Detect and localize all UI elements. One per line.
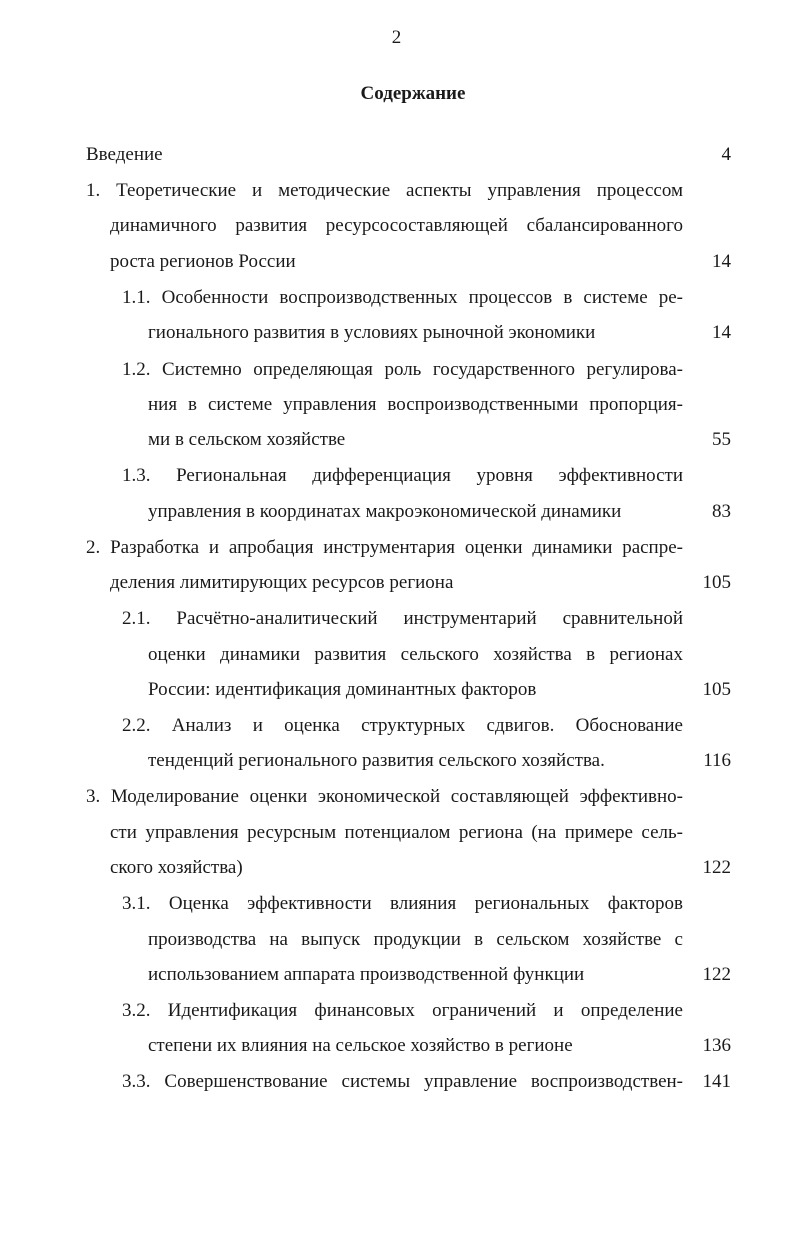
toc-s2-1-page: 105 [702, 679, 731, 700]
toc-intro-page: 4 [721, 144, 731, 165]
toc-s2-1-line3: России: идентификация доминантных факторов [148, 679, 537, 700]
page-title: Содержание [360, 83, 466, 104]
page-number: 2 [391, 27, 402, 48]
toc-ch2-page: 105 [702, 572, 731, 593]
toc-s1-2-page: 55 [712, 429, 731, 450]
toc-s3-3-line1: 3.3. Совершенствование системы управление воспроизводствен- [122, 1071, 683, 1092]
toc-s2-2-line1: 2.2. Анализ и оценка структурных сдвигов. Обоснование [122, 715, 683, 736]
toc-s2-2-page: 116 [703, 750, 731, 771]
toc-ch1-page: 14 [712, 251, 731, 272]
toc-ch3-line1: 3. Моделирование оценки экономической составляющей эффективно- [86, 786, 683, 807]
toc-s1-2-line3: ми в сельском хозяйстве [148, 429, 346, 450]
toc-s1-1-page: 14 [712, 322, 731, 343]
toc-s3-2-line1: 3.2. Идентификация финансовых ограничений и определение [122, 1000, 683, 1021]
toc-ch1-line1: 1. Теоретические и методические аспекты управления процессом [86, 180, 683, 201]
toc-s1-2-line2: ния в системе управления воспроизводственными пропорция- [148, 394, 683, 415]
toc-s3-1-line2: производства на выпуск продукции в сельском хозяйстве с [148, 929, 683, 950]
toc-s1-1-line2: гионального развития в условиях рыночной экономики [148, 322, 596, 343]
toc-s3-1-page: 122 [702, 964, 731, 985]
toc-ch3-page: 122 [702, 857, 731, 878]
toc-ch3-line3: ского хозяйства) [110, 857, 243, 878]
toc-ch2-line2: деления лимитирующих ресурсов региона [110, 572, 454, 593]
toc-s2-1-line1: 2.1. Расчётно-аналитический инструментарий сравнительной [122, 608, 683, 629]
toc-s1-2-line1: 1.2. Системно определяющая роль государственного регулирова- [122, 359, 683, 380]
toc-s2-2-line2: тенденций регионального развития сельского хозяйства. [148, 750, 605, 771]
toc-s1-1-line1: 1.1. Особенности воспроизводственных процессов в системе ре- [122, 287, 683, 308]
toc-s3-2-page: 136 [702, 1035, 731, 1056]
toc-s3-2-line2: степени их влияния на сельское хозяйство в регионе [148, 1035, 573, 1056]
toc-ch1-line3: роста регионов России [110, 251, 296, 272]
toc-ch2-line1: 2. Разработка и апробация инструментария оценки динамики распре- [86, 537, 683, 558]
toc-ch3-line2: сти управления ресурсным потенциалом региона (на примере сель- [110, 822, 683, 843]
toc-s2-1-line2: оценки динамики развития сельского хозяйства в регионах [148, 644, 683, 665]
toc-s1-3-line1: 1.3. Региональная дифференциация уровня эффективности [122, 465, 683, 486]
toc-s3-1-line3: использованием аппарата производственной функции [148, 964, 585, 985]
toc-s1-3-page: 83 [712, 501, 731, 522]
toc-s3-1-line1: 3.1. Оценка эффективности влияния региональных факторов [122, 893, 683, 914]
toc-ch1-line2: динамичного развития ресурсосоставляющей сбалансированного [110, 215, 683, 236]
toc-intro-title: Введение [86, 144, 163, 165]
toc-s3-3-page: 141 [702, 1071, 731, 1092]
toc-s1-3-line2: управления в координатах макроэкономической динамики [148, 501, 622, 522]
